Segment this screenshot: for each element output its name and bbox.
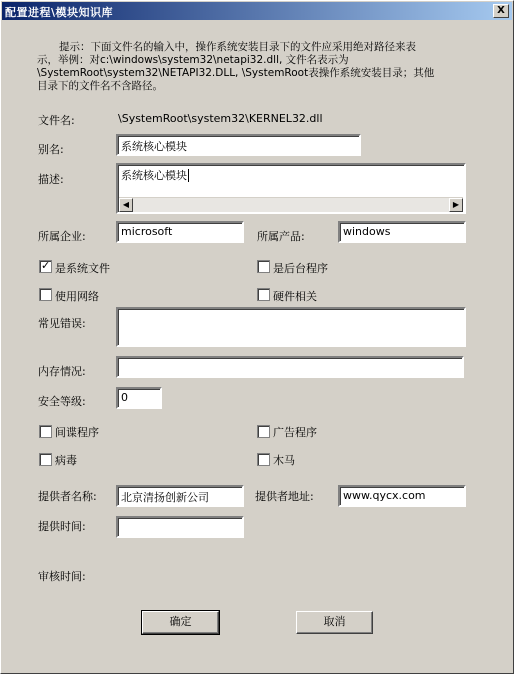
hardware-related-checkbox[interactable] <box>257 288 270 301</box>
adware-label: 广告程序 <box>273 426 317 439</box>
security-level-input[interactable]: 0 <box>116 387 162 409</box>
filename-value: \SystemRoot\system32\KERNEL32.dll <box>118 112 323 125</box>
scroll-right-icon[interactable]: ▶ <box>449 198 463 212</box>
virus-label: 病毒 <box>55 454 77 467</box>
close-button[interactable]: X <box>493 4 509 18</box>
memory-input[interactable] <box>116 356 464 378</box>
tip-line: 示，举例：对c:\windows\system32\netapi32.dll, 文件名表示为 <box>37 54 349 66</box>
window-title: 配置进程\模块知识库 <box>5 6 114 19</box>
uses-network-label: 使用网络 <box>55 290 99 303</box>
virus-checkbox[interactable] <box>39 453 52 466</box>
provider-name-label: 提供者名称: <box>38 490 97 503</box>
tip-line: 提示：下面文件名的输入中，操作系统安装目录下的文件应采用绝对路径来表 <box>59 41 416 53</box>
spyware-checkbox[interactable] <box>39 425 52 438</box>
company-label: 所属企业: <box>38 230 86 243</box>
tip-text <box>39 41 479 93</box>
desc-horizontal-scrollbar[interactable] <box>119 197 463 212</box>
company-input[interactable]: microsoft <box>116 221 244 243</box>
title-bar[interactable] <box>2 2 512 20</box>
hardware-related-label: 硬件相关 <box>273 290 317 303</box>
check-icon: ✓ <box>41 259 51 272</box>
trojan-checkbox[interactable] <box>257 453 270 466</box>
product-label: 所属产品: <box>257 230 305 243</box>
provide-time-label: 提供时间: <box>38 520 86 533</box>
ok-button[interactable]: 确定 <box>142 611 219 634</box>
spyware-label: 间谍程序 <box>55 426 99 439</box>
alias-label: 别名: <box>38 143 64 156</box>
review-time-label: 审核时间: <box>38 570 86 583</box>
filename-label: 文件名: <box>38 114 75 127</box>
alias-input[interactable]: 系统核心模块 <box>116 134 361 156</box>
trojan-label: 木马 <box>273 454 295 467</box>
tip-line: 目录下的文件名不含路径。 <box>37 80 163 92</box>
desc-text: 系统核心模块 <box>121 169 187 182</box>
adware-checkbox[interactable] <box>257 425 270 438</box>
memory-label: 内存情况: <box>38 365 86 378</box>
tip-line: \SystemRoot\system32\NETAPI32.DLL, \SystemRoot表操作系统安装目录；其他 <box>37 67 435 79</box>
provider-name-input[interactable]: 北京清扬创新公司 <box>116 485 244 507</box>
is-background-label: 是后台程序 <box>273 262 328 275</box>
is-background-checkbox[interactable] <box>257 260 270 273</box>
provider-address-label: 提供者地址: <box>255 490 314 503</box>
product-input[interactable]: windows <box>338 221 466 243</box>
is-system-file-checkbox[interactable] <box>39 260 52 273</box>
uses-network-checkbox[interactable] <box>39 288 52 301</box>
cancel-button[interactable]: 取消 <box>296 611 373 634</box>
scroll-left-icon[interactable]: ◀ <box>119 198 133 212</box>
errors-label: 常见错误: <box>38 317 86 330</box>
is-system-file-label: 是系统文件 <box>55 262 110 275</box>
text-cursor <box>188 169 189 182</box>
errors-textarea[interactable] <box>116 307 466 347</box>
provider-address-input[interactable]: www.qycx.com <box>338 485 466 507</box>
provide-time-input[interactable] <box>116 516 244 538</box>
security-level-label: 安全等级: <box>38 395 86 408</box>
desc-label: 描述: <box>38 173 64 186</box>
